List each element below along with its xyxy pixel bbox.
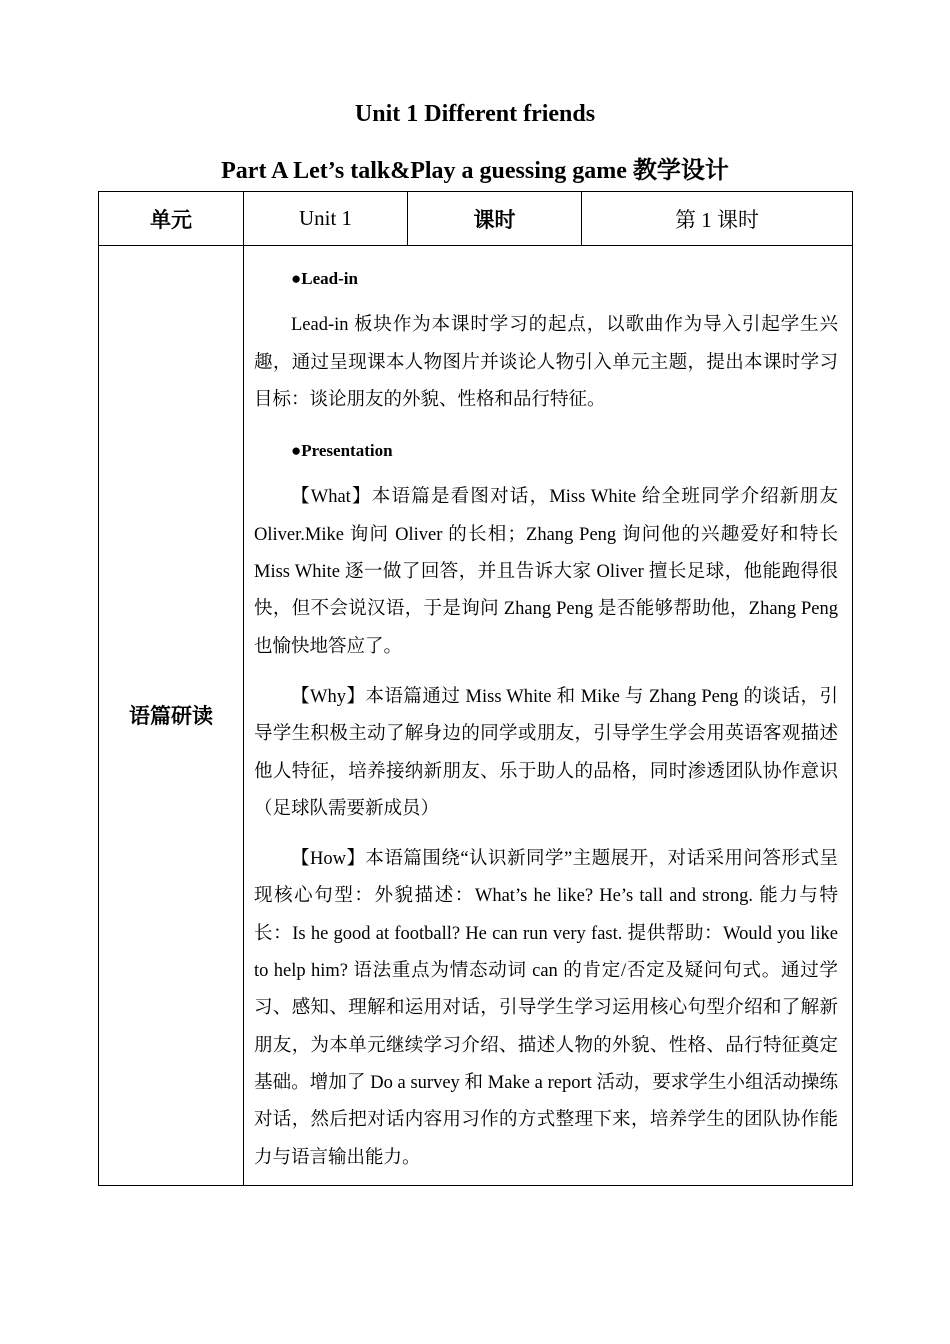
document-title: Unit 1 Different friends [354,101,596,127]
leadin-heading: ●Lead-in [291,269,358,288]
lesson-plan-table [98,191,853,1186]
presentation-heading: ●Presentation [291,441,393,461]
why-paragraph: 【Why】本语篇通过 Miss White 和 Mike 与 Zhang Peng 的谈话，引导学生积极主动了解身边的同学或朋友，引导学生学会用英语客观描述他人特征，培养接纳新朋友、乐于助人的品格，同时渗透团队协作意识（足球队需要新成员） [254,686,838,819]
text-analysis-row [99,246,853,1186]
period-label-cell: 课时 [408,192,582,246]
what-paragraph: 【What】本语篇是看图对话，Miss White 给全班同学介绍新朋友 Oliver.Mike 询问 Oliver 的长相；Zhang Peng 询问他的兴趣爱好和特长 Miss White 逐一做了回答，并且告诉大家 Oliver 擅长足球，他能跑得很快，但不会说汉语，于是询问 Zhang Peng 是否能够帮助他，Zhang Peng 也愉快地答应了。 [254,487,838,657]
text-analysis-content-cell [244,246,853,1186]
document-subtitle: Part A Let’s talk&Play a guessing game 教学设计 [221,158,729,184]
how-paragraph: 【How】本语篇围绕“认识新同学”主题展开，对话采用问答形式呈现核心句型：外貌描述：What’s he like? He’s tall and strong. 能力与特长：Is he good at football? He can run very fast. 提供帮助：Would you like to help him? 语法重点为情态动词 can 的肯定/否定及疑问句式。通过学习、感知、理解和运用对话，引导学生学习运用核心句型介绍和了解新朋友，为本单元继续学习介绍、描述人物的外貌、性格、品行特征奠定基础。增加了 Do a survey 和 Make a report 活动，要求学生小组活动操练对话，然后把对话内容用习作的方式整理下来，培养学生的团队协作能力与语言输出能力。 [254,849,838,1168]
period-value-cell: 第 1 课时 [582,192,853,246]
unit-label-cell: 单元 [99,192,244,246]
leadin-paragraph: Lead-in 板块作为本课时学习的起点，以歌曲作为导入引起学生兴趣，通过呈现课本人物图片并谈论人物引入单元主题，提出本课时学习目标：谈论朋友的外貌、性格和品行特征。 [254,315,838,410]
table-header-row [99,192,853,246]
unit-value-cell: Unit 1 [244,192,408,246]
text-analysis-label-cell: 语篇研读 [99,246,244,1186]
